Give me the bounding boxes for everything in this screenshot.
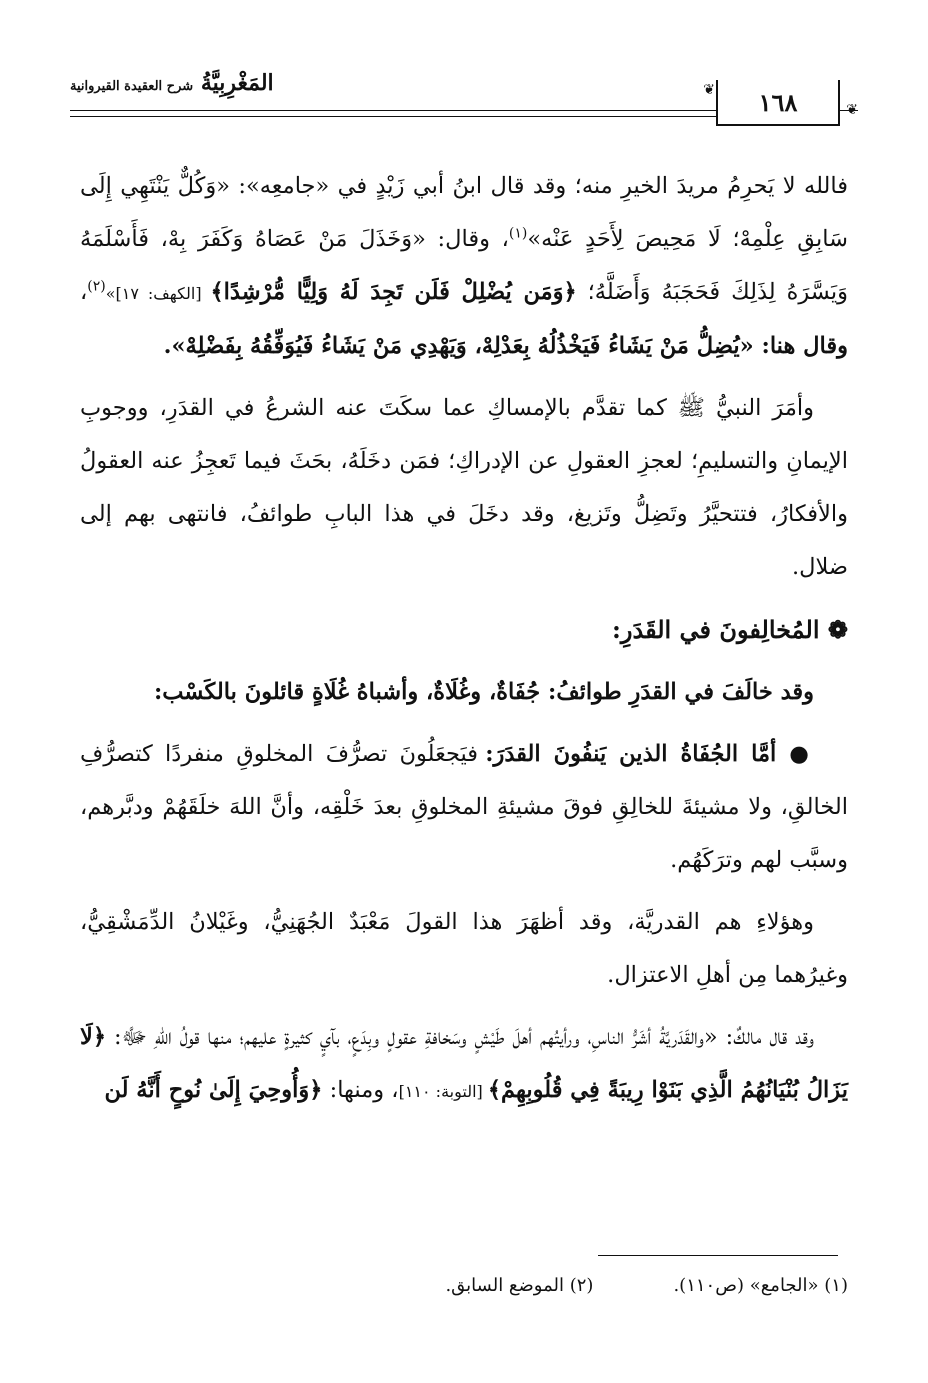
page-body (80, 160, 848, 1127)
page-number: ١٦٨ (716, 80, 840, 126)
ornament-icon: ❦ (846, 102, 858, 118)
paragraph (80, 160, 848, 373)
paragraph: وأمَرَ النبيُّ ﷺ كما تقدَّم بالإمساكِ عما سكَتَ عنه الشرعُ في القدَرِ، ووجوبِ الإيمانِ والتسليمِ؛ لعجزِ العقولِ عن الإدراكِ؛ فمَن دخَلَهُ، بحَثَ فيما تَعجِزُ عنه العقولُ والأفكارُ، فتتحيَّرُ وتَضِلُّ وتَزيغ، وقد دخَلَ في هذا البابِ طوائفُ، فانتهى بهم إلى ضلال. (80, 395, 848, 580)
header-rule-thin (70, 116, 718, 117)
footnote-ref: (٢) (87, 278, 106, 295)
section-heading: ❁ المُخالِفونَ في القَدَرِ: (612, 615, 848, 644)
paragraph-text: فالله لا يَحرِمُ مريدَ الخيرِ منه؛ وقد قال ابنُ أبي زَيْدٍ في «جامعِه»: «وَكُلٌّ يَنْتَهِي إِلَى سَابِقِ عِلْمِهْ؛ لَا مَحِيصَ لِأَحَدٍ عَنْه» (80, 173, 848, 252)
quran-verse: ﴿وَأُوحِيَ إِلَىٰ نُوحٍ أَنَّهُ لَن (104, 1077, 323, 1103)
ornament-icon: ❦ (703, 82, 715, 98)
quran-verse: ﴿وَمَن يُضْلِلْ فَلَن تَجِدَ لَهُ وَلِيًّا مُّرْشِدًا﴾ (210, 279, 577, 305)
quran-verse: ﴿لَا يَزَالُ بُنْيَانُهُمُ الَّذِي بَنَوْا رِيبَةً فِي قُلُوبِهِمْ﴾ (80, 1024, 848, 1103)
paragraph-text: وقد قال مالكٌ: «والقَدَريَّةُ أشَرُّ الناسِ، ورأيتُهم أهلَ طَيْشٍ وسَخافةِ عقولٍ وبِدَعٍ، بآيٍ كثيرةٍ عليهم؛ منها قولُ اللهِ ﷻ: (106, 1024, 814, 1050)
running-title-sub: شرح العقيدة القيروانية (70, 79, 194, 94)
paragraph: وهؤلاءِ هم القدريَّة، وقد أظهَرَ هذا القولَ مَعْبَدٌ الجُهَنِيُّ، وغَيْلانُ الدِّمَشْقِيُّ، وغيرُهما مِن أهلِ الاعتزال. (80, 909, 848, 988)
matn-quote: وقال هنا: «يُضِلُّ مَنْ يَشَاءُ فَيَخْذُلُهُ بِعَدْلِهْ، وَيَهْدِي مَنْ يَشَاءُ فَيُوَفِّقُهُ بِفَضْلِهْ». (163, 333, 848, 359)
matn-paragraph: وقد خالَفَ في القدَرِ طوائفُ: جُفَاةٌ، وغُلَاةٌ، وأشباهُ غُلَاةٍ قائلونَ بالكَسْب: (153, 679, 814, 705)
paragraph-text: ، (80, 279, 88, 305)
footnote-ref: (١) (508, 225, 528, 242)
footnote-rule (598, 1255, 838, 1256)
footnote-2: (٢) الموضع السابق. (445, 1275, 594, 1296)
page-header (70, 62, 858, 122)
paragraph-text: ، ومنها: (322, 1077, 399, 1103)
verse-citation: [التوبة: ١١٠] (398, 1082, 488, 1101)
bullet-paragraph (80, 728, 848, 887)
bullet-lead: ● أمَّا الجُفَاةُ الذين يَنفُونَ القدَرَ: (485, 741, 814, 767)
header-rule (70, 110, 718, 111)
running-title (70, 70, 274, 96)
paragraph-text: ، وقال: «وَخَذَلَ مَنْ عَصَاهُ وَكَفَرَ بِهْ، فَأَسْلَمَهُ وَيَسَّرَهُ لِذَلِكَ فَحَجَبَهُ وَأَضَلَّهُ؛ (80, 226, 848, 305)
running-title-main: المَغْرِبِيَّةُ (200, 70, 274, 96)
verse-citation: [الكهف: ١٧]» (105, 284, 211, 303)
footnote-1: (١) «الجامع» (ص١١٠). (673, 1275, 848, 1296)
paragraph-text: فيَجعَلُونَ تصرُّفَ المخلوقِ منفردًا كتصرُّفِ الخالقِ، ولا مشيئةَ للخالِقِ فوقَ مشيئةِ المخلوقِ بعدَ خَلْقِه، وأنَّ اللهَ خلَقَهُمْ ودبَّرهم، وسبَّب لهم وترَكَهُم. (80, 741, 848, 873)
footnotes (80, 1268, 848, 1304)
paragraph (80, 1011, 848, 1118)
